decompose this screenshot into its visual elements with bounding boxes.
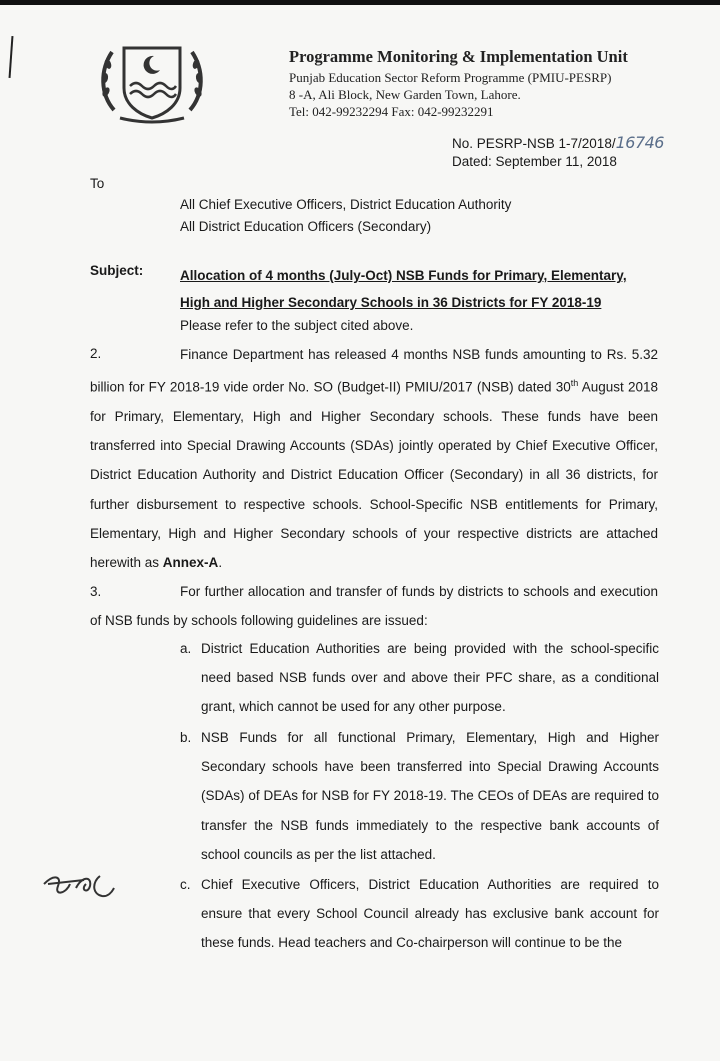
- punjab-government-emblem: [96, 30, 208, 126]
- org-phone: Tel: 042-99232294 Fax: 042-99232291: [289, 104, 494, 119]
- recipients: [180, 194, 511, 238]
- item-b-letter: b.: [180, 730, 192, 745]
- item-c-letter: c.: [180, 877, 191, 892]
- handwritten-number: 16746: [615, 133, 664, 152]
- subject-label: Subject:: [90, 263, 144, 278]
- para-3-number: 3.: [90, 584, 102, 599]
- letterhead: [289, 47, 628, 120]
- item-a-letter: a.: [180, 641, 192, 656]
- reference-block: [452, 134, 664, 171]
- recipient-line: All Chief Executive Officers, District Education Authority: [180, 197, 512, 212]
- org-sub: Punjab Education Sector Reform Programme (PMIU-PESRP): [289, 70, 612, 85]
- item-a: District Education Authorities are being provided with the school-specific need based NSB funds over and above their PFC share, as a conditional grant, which cannot be used for any other purpose.: [201, 641, 659, 715]
- para-2: Finance Department has released 4 months NSB funds amounting to Rs. 5.32 billion for FY 2018-19 vide order No. SO (Budget-II) PMIU/2017 (NSB) dated 30th August 2018 for Primary, Elementary, High and Higher Secondary schools. These funds have been transferred into Special Drawing Accounts (SDAs) jointly operated by Chief Executive Officer, District Education Authority and District Education Officer (Secondary) in all 36 districts, for further disbursement to respective schools. School-Specific NSB entitlements for Primary, Elementary, High and Higher Secondary schools of your respective districts are attached herewith as Annex-A.: [90, 347, 658, 570]
- intro-line: Please refer to the subject cited above.: [180, 318, 414, 333]
- initials-signature: [40, 866, 120, 906]
- annex-ref: Annex-A: [162, 554, 219, 570]
- top-border: [0, 0, 720, 5]
- org-name: Programme Monitoring & Implementation Unit: [289, 47, 628, 66]
- dated: Dated: September 11, 2018: [452, 154, 617, 169]
- reference-number: No. PESRP-NSB 1-7/2018/16746: [452, 133, 664, 152]
- para-3: For further allocation and transfer of funds by districts to schools and execution of NSB funds by schools following guidelines are issued:: [90, 584, 658, 629]
- subject-text: Allocation of 4 months (July-Oct) NSB Funds for Primary, Elementary, High and Higher Secondary Schools in 36 Districts for FY 2018-19: [180, 268, 627, 310]
- item-c: Chief Executive Officers, District Education Authorities are required to ensure that every School Council already has exclusive bank account for these funds. Head teachers and Co-chairperson will continue to be the: [201, 877, 659, 951]
- para-2-number: 2.: [90, 346, 102, 361]
- item-b: NSB Funds for all functional Primary, Elementary, High and Higher Secondary schools have been transferred into Special Drawing Accounts (SDAs) of DEAs for NSB for FY 2018-19. The CEOs of DEAs are required to transfer the NSB funds immediately to the respective bank accounts of school councils as per the list attached.: [201, 730, 659, 862]
- to-label: To: [90, 176, 105, 191]
- org-address: 8 -A, Ali Block, New Garden Town, Lahore.: [289, 87, 521, 102]
- recipient-line: All District Education Officers (Secondary): [180, 219, 432, 234]
- margin-pen-mark: [9, 36, 14, 78]
